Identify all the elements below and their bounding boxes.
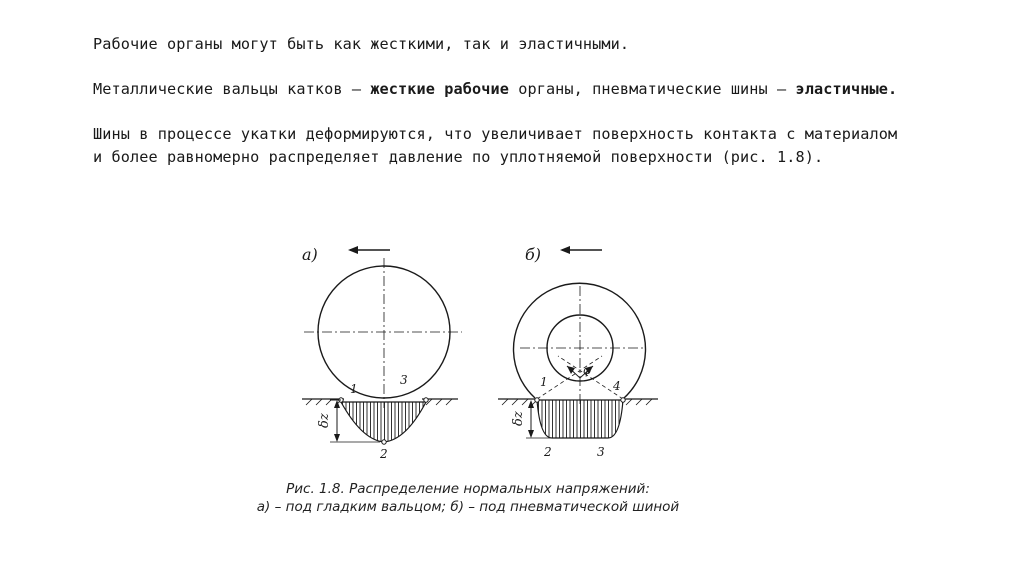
direction-arrow-icon <box>348 246 390 254</box>
point-3-label-b: 3 <box>597 445 605 459</box>
direction-arrow-icon <box>560 246 602 254</box>
diagram-b <box>498 245 658 459</box>
elastic-bold: эластичные. <box>795 80 898 98</box>
caption-line-2: а) – под гладким вальцом; б) – под пневматической шиной <box>256 499 680 515</box>
point-1-label-a: 1 <box>350 382 358 396</box>
label-b: б) <box>525 245 542 264</box>
point-1-label-b: 1 <box>540 375 548 389</box>
paragraph-1-text: Рабочие органы могут быть как жесткими, так и эластичными. <box>93 35 630 53</box>
label-a: а) <box>302 245 318 264</box>
paragraph-2-text-a: Металлические вальцы катков – <box>93 80 371 98</box>
caption-line-1: Рис. 1.8. Распределение нормальных напряжений: <box>286 481 650 497</box>
phi-label: φ <box>583 364 591 377</box>
stress-distribution-b <box>537 400 623 438</box>
point-3-label-a: 3 <box>400 373 408 387</box>
point-2-label-b: 2 <box>544 445 552 459</box>
stress-diagram <box>240 236 720 480</box>
slide-text <box>93 33 913 191</box>
figure-1-8 <box>240 236 720 536</box>
point-2-label-a: 2 <box>380 447 388 461</box>
delta-z-label-b: δz <box>511 411 526 426</box>
paragraph-3-text: Шины в процессе укатки деформируются, что увеличивает поверхность контакта с материалом и более равномерно распределяет давление по уплотняемой поверхности (рис. 1.8). <box>93 125 898 166</box>
paragraph-1 <box>93 33 913 56</box>
rigid-organs-bold: жесткие рабочие <box>370 80 509 98</box>
point-4-label-b: 4 <box>613 379 621 393</box>
paragraph-3 <box>93 123 913 169</box>
figure-caption <box>240 480 696 516</box>
stress-distribution-a <box>341 402 426 442</box>
paragraph-2-text-c: органы, пневматические шины – <box>508 80 796 98</box>
diagram-a <box>302 245 462 461</box>
delta-z-label-a: δz <box>317 413 332 428</box>
paragraph-2 <box>93 78 913 101</box>
